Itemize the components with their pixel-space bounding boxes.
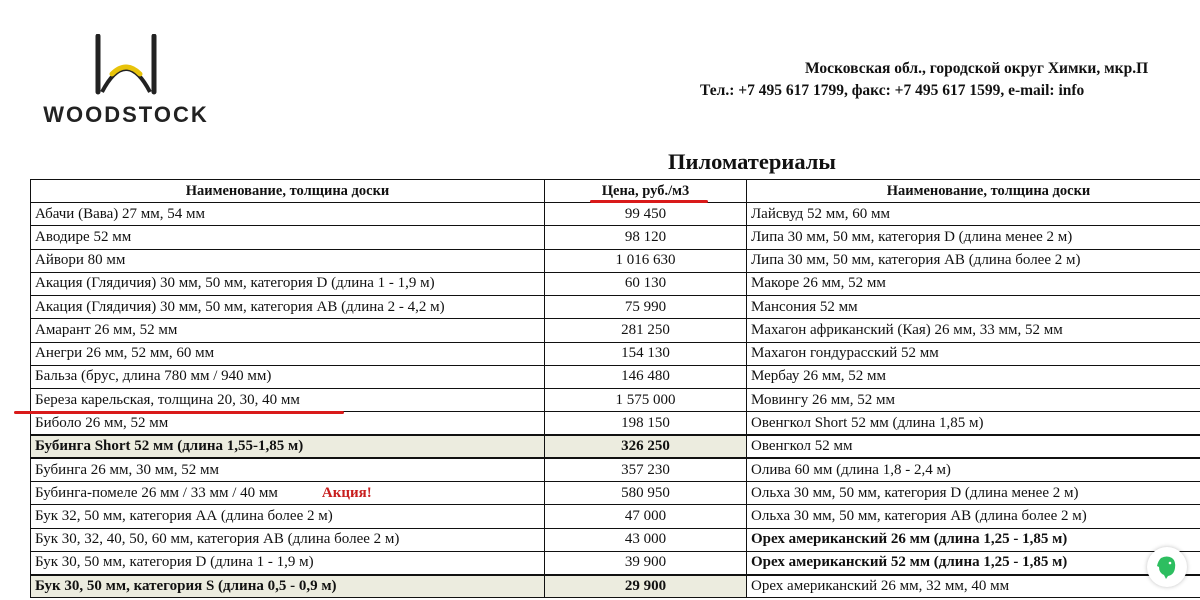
wood-name-right: Олива 60 мм (длина 1,8 - 2,4 м) <box>747 458 1200 481</box>
wood-name-right: Лайсвуд 52 мм, 60 мм <box>747 203 1200 226</box>
table-row <box>31 482 1200 505</box>
wood-name: Бубинга 26 мм, 30 мм, 52 мм <box>31 458 545 481</box>
company-logo <box>36 34 216 126</box>
wood-name: Акация (Глядичия) 30 мм, 50 мм, категория АВ (длина 2 - 4,2 м) <box>31 296 545 319</box>
wood-name-right: Махагон гондурасский 52 мм <box>747 342 1200 365</box>
evernote-elephant-icon <box>1156 555 1178 579</box>
evernote-badge[interactable] <box>1147 547 1187 587</box>
wood-name-right: Овенгкол 52 мм <box>747 435 1200 458</box>
wood-name: Береза карельская, толщина 20, 30, 40 мм <box>31 389 545 412</box>
table-row <box>31 435 1200 458</box>
wood-name: Айвори 80 мм <box>31 249 545 272</box>
price-table <box>30 179 1200 598</box>
wood-name: Акация (Глядичия) 30 мм, 50 мм, категория D (длина 1 - 1,9 м) <box>31 272 545 295</box>
wood-price: 357 230 <box>545 458 747 481</box>
table-row <box>31 296 1200 319</box>
wood-name-right: Липа 30 мм, 50 мм, категория АВ (длина более 2 м) <box>747 249 1200 272</box>
wood-name: Бубинга-помеле 26 мм / 33 мм / 40 мм <box>35 484 278 501</box>
company-phone-fax-email: Тел.: +7 495 617 1799, факс: +7 495 617 1599, e-mail: info <box>700 82 1085 99</box>
header-name-right: Наименование, толщина доски <box>747 180 1200 203</box>
wood-name: Аводире 52 мм <box>31 226 545 249</box>
table-row <box>31 551 1200 574</box>
promo-label: Акция! <box>321 484 372 501</box>
wood-price: 1 575 000 <box>545 389 747 412</box>
table-row <box>31 249 1200 272</box>
wood-name-right: Орех американский 26 мм (длина 1,25 - 1,85 м) <box>747 528 1200 551</box>
wood-price: 43 000 <box>545 528 747 551</box>
wood-price: 47 000 <box>545 505 747 528</box>
table-row <box>31 226 1200 249</box>
wood-name-right: Ольха 30 мм, 50 мм, категория D (длина менее 2 м) <box>747 482 1200 505</box>
wood-price: 39 900 <box>545 551 747 574</box>
wood-price: 146 480 <box>545 365 747 388</box>
wood-price: 1 016 630 <box>545 249 747 272</box>
table-row <box>31 412 1200 435</box>
wood-name-right: Махагон африканский (Кая) 26 мм, 33 мм, 52 мм <box>747 319 1200 342</box>
wood-price: 326 250 <box>545 435 747 458</box>
table-row <box>31 505 1200 528</box>
wood-name: Бубинга Short 52 мм (длина 1,55-1,85 м) <box>31 435 545 458</box>
table-row <box>31 342 1200 365</box>
price-header-red-underline <box>590 200 708 203</box>
wood-name-right: Овенгкол Short 52 мм (длина 1,85 м) <box>747 412 1200 435</box>
wood-name-right: Липа 30 мм, 50 мм, категория D (длина менее 2 м) <box>747 226 1200 249</box>
table-row <box>31 365 1200 388</box>
wood-name: Анегри 26 мм, 52 мм, 60 мм <box>31 342 545 365</box>
header-price: Цена, руб./м3 <box>545 180 747 203</box>
company-contacts <box>700 58 1200 102</box>
table-row <box>31 272 1200 295</box>
wood-name-right: Макоре 26 мм, 52 мм <box>747 272 1200 295</box>
wood-price: 60 130 <box>545 272 747 295</box>
wood-price: 198 150 <box>545 412 747 435</box>
table-row <box>31 203 1200 226</box>
wood-name-right: Орех американский 52 мм (длина 1,25 - 1,85 м) <box>747 551 1200 574</box>
wood-name: Абачи (Вава) 27 мм, 54 мм <box>31 203 545 226</box>
wood-name-right: Мовингу 26 мм, 52 мм <box>747 389 1200 412</box>
header-name-left: Наименование, толщина доски <box>31 180 545 203</box>
wood-price: 281 250 <box>545 319 747 342</box>
wood-name-right: Мербау 26 мм, 52 мм <box>747 365 1200 388</box>
table-row <box>31 458 1200 481</box>
wood-name: Амарант 26 мм, 52 мм <box>31 319 545 342</box>
wood-name-cell <box>31 482 545 505</box>
wood-name: Бальза (брус, длина 780 мм / 940 мм) <box>31 365 545 388</box>
wood-name: Бук 30, 50 мм, категория D (длина 1 - 1,9 м) <box>31 551 545 574</box>
wood-price: 98 120 <box>545 226 747 249</box>
wood-price: 580 950 <box>545 482 747 505</box>
table-row <box>31 389 1200 412</box>
wood-name-right: Мансония 52 мм <box>747 296 1200 319</box>
wood-name: Бук 30, 32, 40, 50, 60 мм, категория АВ (длина более 2 м) <box>31 528 545 551</box>
wood-price: 99 450 <box>545 203 747 226</box>
wood-price: 29 900 <box>545 575 747 598</box>
wood-name-right: Орех американский 26 мм, 32 мм, 40 мм <box>747 575 1200 598</box>
wood-name: Бук 30, 50 мм, категория S (длина 0,5 - 0,9 м) <box>31 575 545 598</box>
wood-name: Биболо 26 мм, 52 мм <box>31 412 545 435</box>
wood-name-right: Ольха 30 мм, 50 мм, категория АВ (длина более 2 м) <box>747 505 1200 528</box>
document-title: Пиломатериалы <box>668 149 836 174</box>
table-row <box>31 319 1200 342</box>
logo-text: WOODSTOCK <box>43 102 209 127</box>
wood-price: 154 130 <box>545 342 747 365</box>
table-row <box>31 528 1200 551</box>
company-address: Московская обл., городской округ Химки, мкр.П <box>805 60 1149 77</box>
wood-name: Бук 32, 50 мм, категория АА (длина более 2 м) <box>31 505 545 528</box>
wood-price: 75 990 <box>545 296 747 319</box>
table-row <box>31 575 1200 598</box>
karelian-birch-red-underline <box>14 411 344 414</box>
woodstock-logo-mark-icon <box>90 34 162 96</box>
